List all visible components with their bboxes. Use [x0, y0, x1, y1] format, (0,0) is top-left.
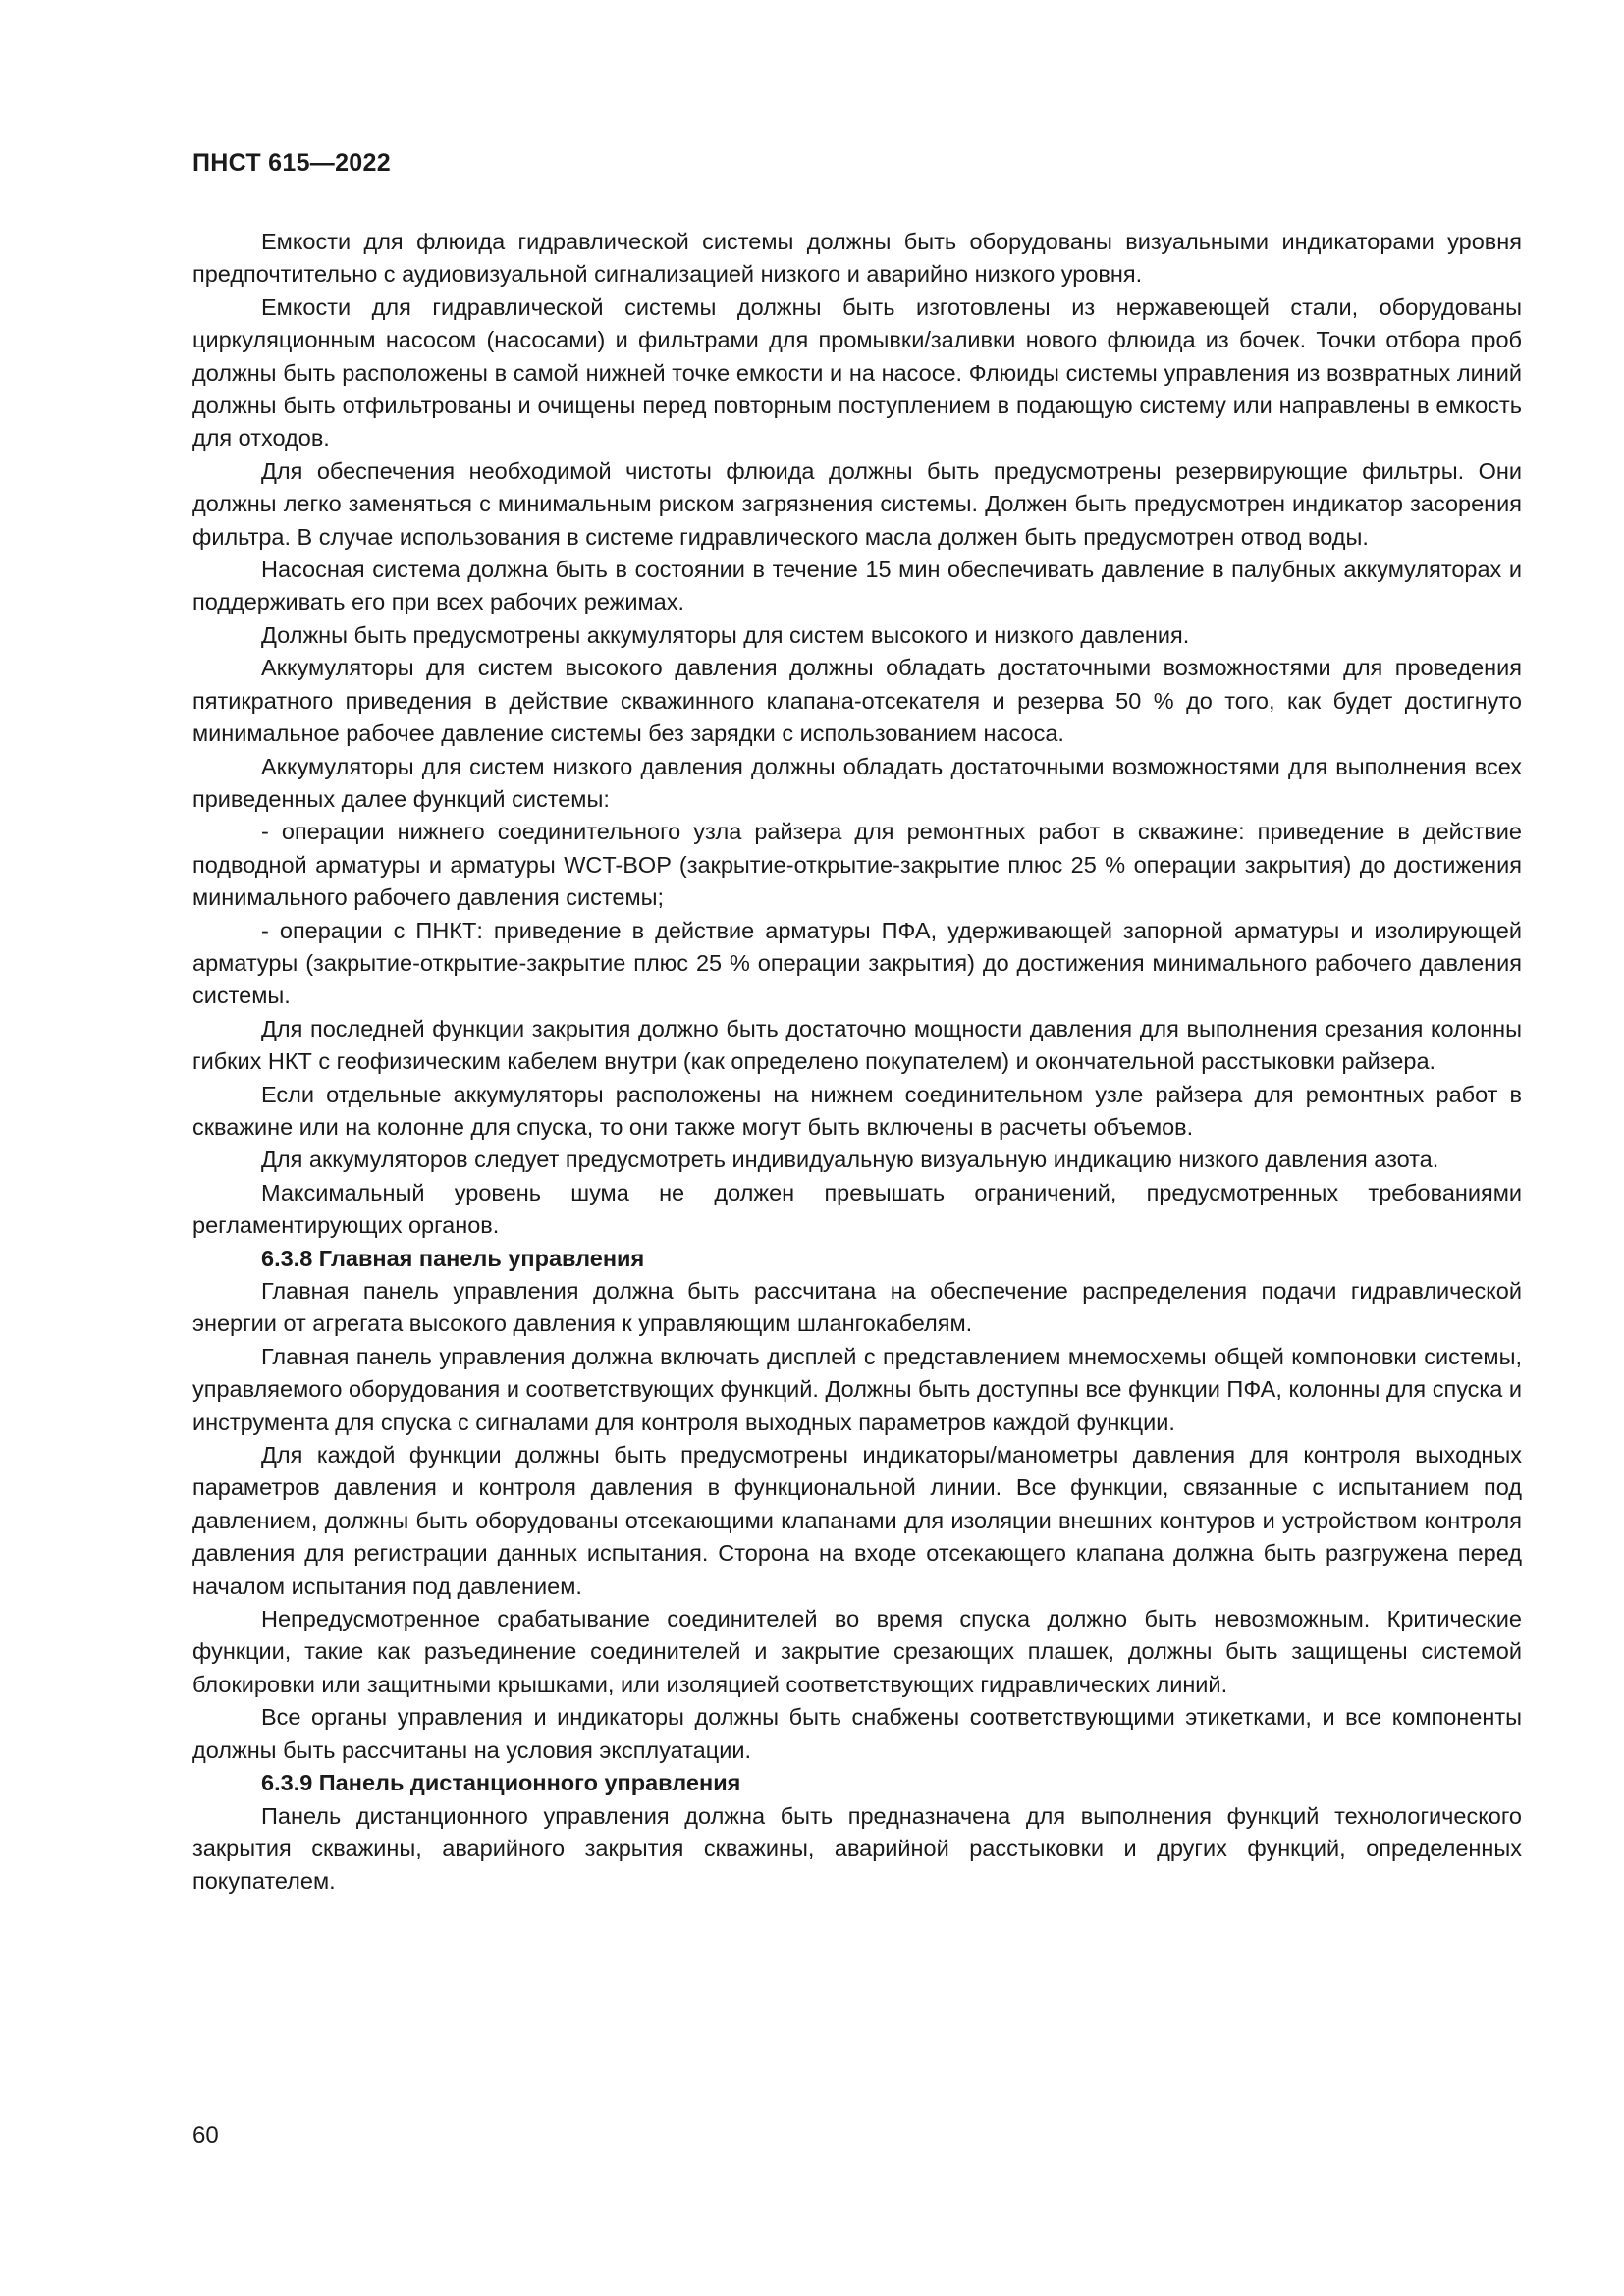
paragraph: Насосная система должна быть в состоянии в течение 15 мин обеспечивать давление в палубных аккумуляторах и поддерживать его при всех рабочих режимах.: [192, 557, 1522, 615]
paragraph: Аккумуляторы для систем низкого давления должны обладать достаточными возможностями для выполнения всех приведенных далее функций системы:: [192, 753, 1522, 812]
section-heading-6-3-9: 6.3.9 Панель дистанционного управления: [261, 1770, 741, 1796]
section-heading-6-3-8: 6.3.8 Главная панель управления: [261, 1245, 645, 1271]
paragraph: Максимальный уровень шума не должен превышать ограничений, предусмотренных требованиями регламентирующих органов.: [192, 1179, 1522, 1239]
paragraph: Главная панель управления должна включать дисплей с представлением мнемосхемы общей компоновки системы, управляемого оборудования и соответствующих функций. Должны быть доступны все функции ПФА, колонны для спуска и инструмента для спуска с сигналами для контроля выходных параметров каждой функции.: [192, 1343, 1522, 1435]
list-item: - операции с ПНКТ: приведение в действие арматуры ПФА, удерживающей запорной арматуры и изолирующей арматуры (закрытие-открытие-закрытие плюс 25 % операции закрытия) до достижения минимального рабочего давления системы.: [192, 917, 1522, 1009]
paragraph: Все органы управления и индикаторы должны быть снабжены соответствующими этикетками, и все компоненты должны быть рассчитаны на условия эксплуатации.: [192, 1704, 1522, 1763]
paragraph: Аккумуляторы для систем высокого давления должны обладать достаточными возможностями для проведения пятикратного приведения в действие скважинного клапана-отсекателя и резерва 50 % до того, как будет достигнуто минимальное рабочее давление системы без зарядки с использованием насоса.: [192, 655, 1522, 747]
paragraph: Главная панель управления должна быть рассчитана на обеспечение распределения подачи гидравлической энергии от агрегата высокого давления к управляющим шлангокабелям.: [192, 1278, 1522, 1337]
paragraph: Если отдельные аккумуляторы расположены на нижнем соединительном узле райзера для ремонтных работ в скважине или на колонне для спуска, то они также могут быть включены в расчеты объемов.: [192, 1081, 1522, 1140]
paragraph: Панель дистанционного управления должна быть предназначена для выполнения функций технологического закрытия скважины, аварийного закрытия скважины, аварийной расстыковки и других функций, определенных покупателем.: [192, 1802, 1522, 1895]
document-body: [192, 226, 1522, 1898]
paragraph: Для последней функции закрытия должно быть достаточно мощности давления для выполнения срезания колонны гибких НКТ с геофизическим кабелем внутри (как определено покупателем) и окончательной расстыковки райзера.: [192, 1015, 1522, 1075]
page-number: 60: [192, 2122, 219, 2149]
paragraph: Емкости для флюида гидравлической системы должны быть оборудованы визуальными индикаторами уровня предпочтительно с аудиовизуальной сигнализацией низкого и аварийно низкого уровня.: [192, 229, 1522, 288]
paragraph: Для обеспечения необходимой чистоты флюида должны быть предусмотрены резервирующие фильтры. Они должны легко заменяться с минимальным риском загрязнения системы. Должен быть предусмотрен индикатор засорения фильтра. В случае использования в системе гидравлического масла должен быть предусмотрен отвод воды.: [192, 457, 1522, 550]
paragraph: Непредусмотренное срабатывание соединителей во время спуска должно быть невозможным. Критические функции, такие как разъединение соединителей и закрытие срезающих плашек, должны быть защищены системой блокировки или защитными крышками, или изоляцией соответствующих гидравлических линий.: [192, 1606, 1522, 1697]
list-item: - операции нижнего соединительного узла райзера для ремонтных работ в скважине: приведение в действие подводной арматуры и арматуры WCT-BOP (закрытие-открытие-закрытие плюс 25 % операции закрытия) до достижения минимального рабочего давления системы;: [192, 819, 1522, 911]
document-header: ПНСТ 615—2022: [192, 149, 391, 177]
paragraph: Должны быть предусмотрены аккумуляторы для систем высокого и низкого давления.: [261, 621, 1190, 648]
paragraph: Для аккумуляторов следует предусмотреть индивидуальную визуальную индикацию низкого давления азота.: [261, 1147, 1439, 1173]
paragraph: Емкости для гидравлической системы должны быть изготовлены из нержавеющей стали, оборудованы циркуляционным насосом (насосами) и фильтрами для промывки/заливки нового флюида из бочек. Точки отбора проб должны быть расположены в самой нижней точке емкости и на насосе. Флюиды системы управления из возвратных линий должны быть отфильтрованы и очищены перед повторным поступлением в подающую систему или направлены в емкость для отходов.: [192, 294, 1522, 452]
paragraph: Для каждой функции должны быть предусмотрены индикаторы/манометры давления для контроля выходных параметров давления и контроля давления в функциональной линии. Все функции, связанные с испытанием под давлением, должны быть оборудованы отсекающими клапанами для изоляции внешних контуров и устройством контроля давления для регистрации данных испытания. Сторона на входе отсекающего клапана должна быть разгружена перед началом испытания под давлением.: [192, 1442, 1522, 1599]
